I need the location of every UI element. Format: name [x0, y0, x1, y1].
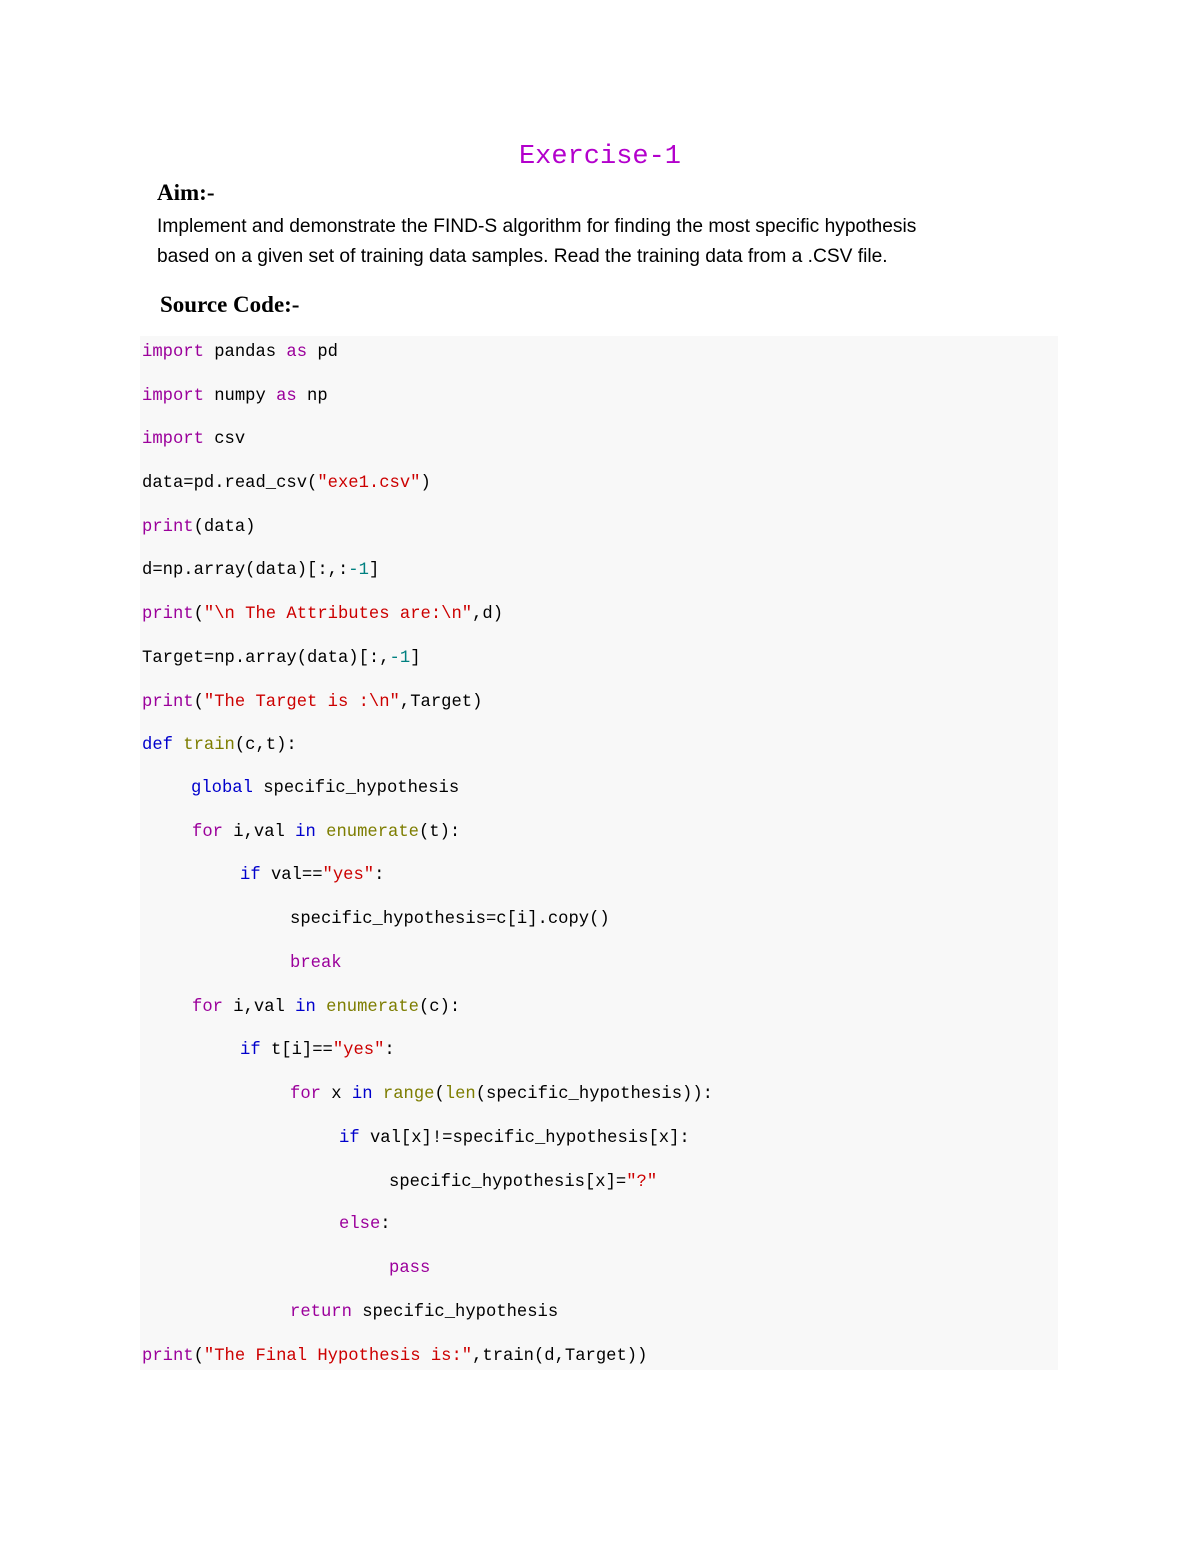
- code-line: [290, 907, 610, 933]
- code-line: [142, 515, 255, 541]
- code-token: :: [384, 1041, 395, 1060]
- code-token: (t):: [418, 823, 461, 842]
- code-token: d=np.array(data)[:,:: [142, 561, 349, 580]
- code-token: if: [240, 1041, 261, 1060]
- code-token: Target=np.array(data)[:,: [142, 649, 390, 668]
- code-token: global: [191, 779, 253, 798]
- code-block: [140, 336, 1058, 1370]
- code-token: [373, 1085, 383, 1104]
- code-token: print: [142, 693, 194, 712]
- code-token: else: [339, 1215, 381, 1234]
- code-line: [240, 1038, 395, 1064]
- code-token: t[i]==: [260, 1041, 333, 1060]
- code-token: print: [142, 518, 194, 537]
- code-token: i,val: [222, 823, 296, 842]
- code-token: if: [240, 866, 261, 885]
- code-token: data=pd.read_csv(: [142, 474, 318, 493]
- code-token: "The Final Hypothesis is:": [203, 1347, 473, 1366]
- source-code-heading: Source Code:-: [160, 292, 300, 317]
- code-token: "yes": [322, 866, 375, 885]
- aim-text-line-2: based on a given set of training data samples. Read the training data from a .CSV file.: [157, 246, 888, 267]
- code-line: [240, 863, 384, 889]
- code-token: val[x]!=specific_hypothesis[x]:: [359, 1129, 690, 1148]
- code-line: [142, 558, 379, 584]
- aim-text-line-1: Implement and demonstrate the FIND-S algorithm for finding the most specific hypothesis: [157, 216, 917, 237]
- code-token: np: [296, 387, 328, 406]
- code-token: print: [142, 1347, 194, 1366]
- code-token: ,train(d,Target)): [472, 1347, 648, 1366]
- code-token: import: [142, 387, 204, 406]
- code-line: [290, 951, 342, 977]
- code-token: train: [183, 736, 235, 755]
- code-token: -1: [348, 561, 369, 580]
- code-line: [142, 384, 328, 410]
- code-token: as: [276, 387, 297, 406]
- code-line: [389, 1170, 657, 1196]
- code-token: specific_hypothesis: [351, 1303, 559, 1322]
- code-token: return: [290, 1303, 352, 1322]
- code-line: [290, 1082, 713, 1108]
- code-token: x: [320, 1085, 352, 1104]
- code-token: (specific_hypothesis)):: [475, 1085, 713, 1104]
- code-token: (: [193, 605, 204, 624]
- code-line: [389, 1256, 430, 1282]
- code-token: enumerate: [326, 998, 419, 1017]
- code-token: specific_hypothesis: [252, 779, 460, 798]
- code-line: [142, 427, 245, 453]
- code-token: :: [380, 1215, 391, 1234]
- code-line: [339, 1212, 391, 1238]
- code-token: (c):: [418, 998, 461, 1017]
- code-token: (c,t):: [234, 736, 297, 755]
- code-line: [142, 1344, 647, 1370]
- code-token: pass: [389, 1259, 431, 1278]
- code-line: [192, 995, 460, 1021]
- code-token: if: [339, 1129, 360, 1148]
- aim-heading: Aim:-: [157, 180, 215, 205]
- code-token: in: [295, 823, 316, 842]
- code-token: range: [382, 1085, 435, 1104]
- code-token: as: [286, 343, 308, 362]
- code-token: in: [351, 1085, 373, 1104]
- code-line: [191, 776, 459, 802]
- code-token: enumerate: [326, 823, 419, 842]
- code-line: [142, 340, 338, 366]
- code-token: "\n The Attributes are:\n": [203, 605, 473, 624]
- code-line: [142, 471, 431, 497]
- code-token: "?": [626, 1173, 658, 1192]
- code-line: [192, 820, 460, 846]
- code-line: [142, 690, 482, 716]
- code-token: for: [290, 1085, 321, 1104]
- code-line: [142, 733, 297, 759]
- code-token: pandas: [203, 343, 287, 362]
- code-line: [290, 1300, 558, 1326]
- code-token: "exe1.csv": [317, 474, 421, 493]
- aim-text: [157, 212, 1057, 272]
- code-token: specific_hypothesis[x]=: [389, 1173, 627, 1192]
- code-line: [142, 602, 503, 628]
- code-token: pd: [307, 343, 338, 362]
- page-title: Exercise-1: [518, 142, 682, 172]
- code-token: :: [374, 866, 385, 885]
- code-token: ]: [368, 561, 380, 580]
- code-token: break: [290, 954, 342, 973]
- code-token: for: [192, 823, 223, 842]
- code-token: ,d): [472, 605, 504, 624]
- code-token: [316, 823, 326, 842]
- code-token: specific_hypothesis=c[i].copy(): [290, 910, 610, 929]
- code-token: import: [142, 430, 204, 449]
- code-token: i,val: [222, 998, 296, 1017]
- code-token: for: [192, 998, 223, 1017]
- code-token: import: [142, 343, 204, 362]
- code-token: numpy: [203, 387, 277, 406]
- code-token: (: [434, 1085, 445, 1104]
- code-token: val==: [260, 866, 323, 885]
- code-token: in: [295, 998, 316, 1017]
- code-token: [316, 998, 326, 1017]
- code-token: csv: [203, 430, 246, 449]
- code-token: print: [142, 605, 194, 624]
- code-token: [173, 736, 183, 755]
- code-token: (: [193, 693, 204, 712]
- code-line: [142, 646, 421, 672]
- code-token: "yes": [332, 1041, 385, 1060]
- code-token: "The Target is :\n": [203, 693, 400, 712]
- code-token: len: [444, 1085, 476, 1104]
- code-token: (: [193, 1347, 204, 1366]
- code-token: -1: [389, 649, 411, 668]
- code-token: def: [142, 736, 173, 755]
- code-token: ]: [410, 649, 421, 668]
- code-token: (data): [193, 518, 256, 537]
- code-token: ,Target): [399, 693, 483, 712]
- code-token: ): [420, 474, 431, 493]
- code-line: [339, 1126, 690, 1152]
